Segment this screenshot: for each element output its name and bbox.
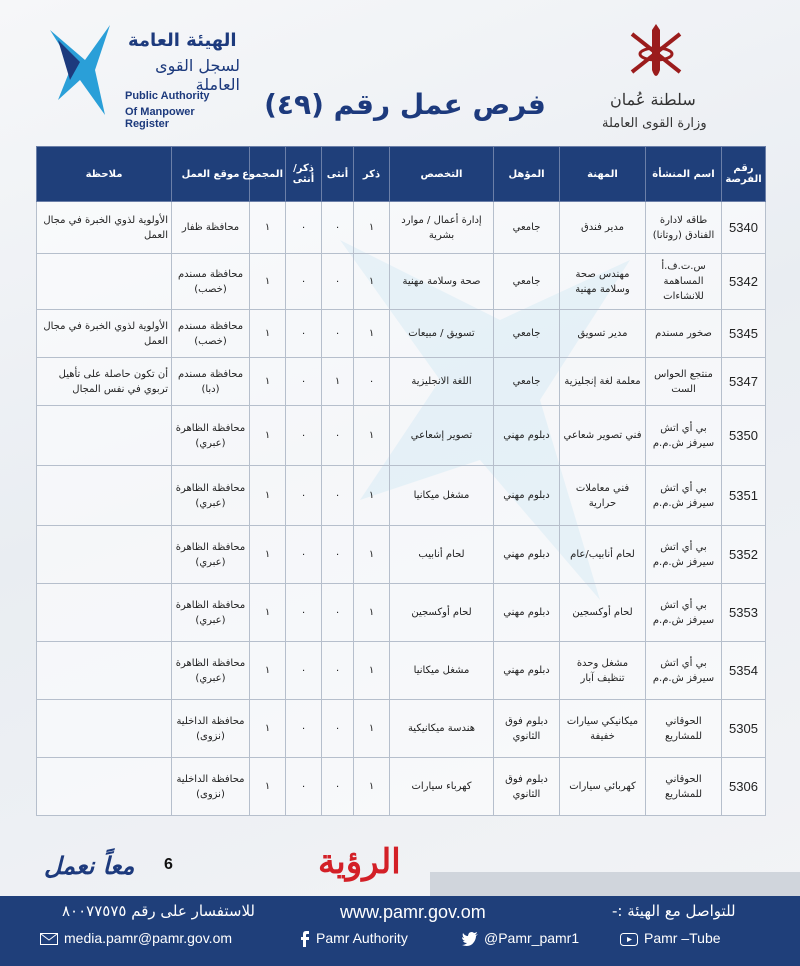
table-cell: ١ xyxy=(250,254,286,310)
table-row xyxy=(37,310,766,358)
table-cell: بي أي اتش سيرفز ش.م.م xyxy=(646,584,722,642)
column-header: المجموع xyxy=(250,147,286,202)
table-cell: 5345 xyxy=(722,310,766,358)
table-cell: ١ xyxy=(354,526,390,584)
table-cell: محافظة الظاهرة (عبري) xyxy=(172,526,250,584)
table-row xyxy=(37,466,766,526)
table-cell: معلمة لغة إنجليزية xyxy=(560,358,646,406)
table-cell: مهندس صحة وسلامة مهنية xyxy=(560,254,646,310)
pamr-logo xyxy=(40,20,240,130)
table-cell: محافظة الداخلية (نزوى) xyxy=(172,758,250,816)
table-cell: تسويق / مبيعات xyxy=(390,310,494,358)
table-cell: محافظة ظفار xyxy=(172,202,250,254)
sultanate-line1: سلطنة عُمان xyxy=(610,90,696,109)
table-cell: كهرباء سيارات xyxy=(390,758,494,816)
table-cell: ١ xyxy=(354,310,390,358)
footer-stripe xyxy=(430,872,800,896)
jobs-table xyxy=(36,146,766,816)
column-header: ذكر xyxy=(354,147,390,202)
table-row xyxy=(37,358,766,406)
table-cell xyxy=(37,406,172,466)
table-cell: 5306 xyxy=(722,758,766,816)
table-row xyxy=(37,202,766,254)
table-cell: 5353 xyxy=(722,584,766,642)
twitter-text: @Pamr_pamr1 xyxy=(484,930,580,946)
table-cell: ٠ xyxy=(354,358,390,406)
table-cell: 5347 xyxy=(722,358,766,406)
facebook-contact[interactable] xyxy=(300,930,408,947)
table-cell: دبلوم مهني xyxy=(494,406,560,466)
table-cell: لحام أنابيب/عام xyxy=(560,526,646,584)
table-cell: ٠ xyxy=(286,406,322,466)
table-cell: ٠ xyxy=(286,202,322,254)
column-header: ملاحظة xyxy=(37,147,172,202)
table-cell: دبلوم مهني xyxy=(494,526,560,584)
table-cell: الحوقاني للمشاريع xyxy=(646,758,722,816)
table-cell: ١ xyxy=(250,406,286,466)
table-cell: ١ xyxy=(354,466,390,526)
column-header: رقم الفرصة xyxy=(722,147,766,202)
table-cell: محافظة الظاهرة (عبري) xyxy=(172,466,250,526)
table-cell: ٠ xyxy=(322,406,354,466)
table-cell: مشغل ميكانيا xyxy=(390,466,494,526)
table-cell: ١ xyxy=(354,254,390,310)
table-cell: صحة وسلامة مهنية xyxy=(390,254,494,310)
table-cell: 5342 xyxy=(722,254,766,310)
table-cell: دبلوم فوق الثانوي xyxy=(494,700,560,758)
column-header: موقع العمل xyxy=(172,147,250,202)
table-cell: ٠ xyxy=(286,310,322,358)
table-cell: ١ xyxy=(250,584,286,642)
table-row xyxy=(37,406,766,466)
page-number: 6 xyxy=(164,856,173,873)
table-cell: بي أي اتش سيرفز ش.م.م xyxy=(646,466,722,526)
table-cell: جامعي xyxy=(494,310,560,358)
table-cell: دبلوم مهني xyxy=(494,584,560,642)
table-cell: مدير فندق xyxy=(560,202,646,254)
table-cell: لحام أوكسجين xyxy=(560,584,646,642)
table-body xyxy=(37,202,766,816)
table-cell: مشغل وحدة تنظيف آبار xyxy=(560,642,646,700)
table-cell: الحوقاني للمشاريع xyxy=(646,700,722,758)
table-cell: دبلوم فوق الثانوي xyxy=(494,758,560,816)
table-row xyxy=(37,642,766,700)
table-cell: ٠ xyxy=(322,758,354,816)
table-cell: ٠ xyxy=(322,700,354,758)
table-cell xyxy=(37,584,172,642)
authority-ar-line1: الهيئة العامة xyxy=(128,30,237,51)
table-cell: ٠ xyxy=(322,584,354,642)
youtube-icon xyxy=(620,933,638,946)
table-cell: ٠ xyxy=(286,700,322,758)
table-cell: ٠ xyxy=(322,642,354,700)
table-cell xyxy=(37,758,172,816)
table-cell: ٠ xyxy=(322,310,354,358)
table-cell: ٠ xyxy=(322,254,354,310)
table-cell: طاقه لادارة الفنادق (روتانا) xyxy=(646,202,722,254)
column-header: المهنة xyxy=(560,147,646,202)
table-cell: محافظة الظاهرة (عبري) xyxy=(172,642,250,700)
table-cell: لحام أنابيب xyxy=(390,526,494,584)
table-cell: فني معاملات حرارية xyxy=(560,466,646,526)
authority-ar-line2: لسجل القوى العاملة xyxy=(155,56,240,94)
table-cell: دبلوم مهني xyxy=(494,466,560,526)
table-cell: محافظة الظاهرة (عبري) xyxy=(172,406,250,466)
email-icon xyxy=(40,933,58,945)
column-header: المؤهل xyxy=(494,147,560,202)
table-cell xyxy=(37,700,172,758)
table-row xyxy=(37,700,766,758)
table-cell: جامعي xyxy=(494,358,560,406)
table-cell: ٠ xyxy=(322,466,354,526)
table-row xyxy=(37,758,766,816)
table-cell: الأولوية لذوي الخبرة في مجال العمل xyxy=(37,202,172,254)
table-cell: س.ت.ف.أ المساهمة للانشاءات xyxy=(646,254,722,310)
table-cell: ١ xyxy=(354,584,390,642)
table-cell: فني تصوير شعاعي xyxy=(560,406,646,466)
table-cell: ٠ xyxy=(286,642,322,700)
table-cell: ١ xyxy=(322,358,354,406)
table-cell: بي أي اتش سيرفز ش.م.م xyxy=(646,406,722,466)
column-header: اسم المنشأة xyxy=(646,147,722,202)
authority-en-line1: Public Authority xyxy=(125,90,210,102)
table-cell: جامعي xyxy=(494,202,560,254)
table-cell: منتجع الحواس الست xyxy=(646,358,722,406)
alroya-logo: الرؤية xyxy=(318,842,401,882)
table-cell: محافظة الظاهرة (عبري) xyxy=(172,584,250,642)
table-cell: ١ xyxy=(250,758,286,816)
table-cell: 5305 xyxy=(722,700,766,758)
table-cell xyxy=(37,526,172,584)
inquiry-phone: للاستفسار على رقم ٨٠٠٧٧٥٧٥ xyxy=(62,902,255,920)
table-cell: ١ xyxy=(250,310,286,358)
table-cell: ٠ xyxy=(322,526,354,584)
table-cell: تصوير إشعاعي xyxy=(390,406,494,466)
twitter-icon xyxy=(462,932,478,946)
table-cell: دبلوم مهني xyxy=(494,642,560,700)
oman-emblem xyxy=(600,20,720,130)
youtube-contact[interactable] xyxy=(620,930,721,946)
youtube-text: Pamr –Tube xyxy=(644,930,721,946)
table-cell: جامعي xyxy=(494,254,560,310)
table-cell: ٠ xyxy=(286,466,322,526)
table-cell: 5351 xyxy=(722,466,766,526)
table-cell: محافظة الداخلية (نزوى) xyxy=(172,700,250,758)
table-cell: ١ xyxy=(354,642,390,700)
table-cell: كهربائي سيارات xyxy=(560,758,646,816)
table-cell: محافظة مسندم (دبا) xyxy=(172,358,250,406)
table-cell: بي أي اتش سيرفز ش.م.م xyxy=(646,526,722,584)
website-link[interactable]: www.pamr.gov.om xyxy=(340,902,486,922)
table-cell: ٠ xyxy=(286,758,322,816)
column-header: ذكر/ أنثى xyxy=(286,147,322,202)
table-cell: ١ xyxy=(250,202,286,254)
table-header-row xyxy=(37,147,766,202)
email-contact[interactable] xyxy=(40,930,232,946)
column-header: التخصص xyxy=(390,147,494,202)
table-cell: ١ xyxy=(354,758,390,816)
table-cell: ١ xyxy=(250,700,286,758)
table-cell: صخور مسندم xyxy=(646,310,722,358)
table-row xyxy=(37,584,766,642)
table-cell: مدير تسويق xyxy=(560,310,646,358)
table-cell: 5340 xyxy=(722,202,766,254)
table-cell: لحام أوكسجين xyxy=(390,584,494,642)
table-cell: محافظة مسندم (خصب) xyxy=(172,254,250,310)
khanjar-emblem-icon xyxy=(626,20,686,86)
facebook-text: Pamr Authority xyxy=(316,930,408,946)
table-cell: ٠ xyxy=(286,584,322,642)
table-cell: ٠ xyxy=(286,254,322,310)
twitter-contact[interactable] xyxy=(462,930,579,946)
brand-together-logo: معاً نعمل xyxy=(44,852,135,880)
pamr-figure-icon xyxy=(40,20,120,120)
authority-en-line2: Of Manpower Register xyxy=(125,106,195,130)
table-cell: ١ xyxy=(250,358,286,406)
table-cell: ١ xyxy=(354,406,390,466)
facebook-icon xyxy=(300,931,310,947)
page-title: فرص عمل رقم (٤٩) xyxy=(264,88,546,121)
table-cell: ١ xyxy=(354,202,390,254)
table-cell: ١ xyxy=(354,700,390,758)
contact-label: للتواصل مع الهيئة :- xyxy=(612,902,736,920)
email-text: media.pamr@pamr.gov.om xyxy=(64,930,233,946)
table-cell: محافظة مسندم (خصب) xyxy=(172,310,250,358)
table-cell: ميكانيكي سيارات خفيفة xyxy=(560,700,646,758)
table-cell: بي أي اتش سيرفز ش.م.م xyxy=(646,642,722,700)
table-row xyxy=(37,526,766,584)
table-cell: 5352 xyxy=(722,526,766,584)
table-cell xyxy=(37,642,172,700)
table-cell: ١ xyxy=(250,466,286,526)
table-cell: الأولوية لذوي الخبرة في مجال العمل xyxy=(37,310,172,358)
table-cell xyxy=(37,466,172,526)
table-cell: 5350 xyxy=(722,406,766,466)
table-cell: اللغة الانجليزية xyxy=(390,358,494,406)
table-cell: ١ xyxy=(250,642,286,700)
table-cell: ٠ xyxy=(322,202,354,254)
column-header: أنثى xyxy=(322,147,354,202)
table-row xyxy=(37,254,766,310)
table-cell: إدارة أعمال / موارد بشرية xyxy=(390,202,494,254)
table-cell xyxy=(37,254,172,310)
table-cell: هندسة ميكانيكية xyxy=(390,700,494,758)
table-cell: ٠ xyxy=(286,526,322,584)
table-cell: ٠ xyxy=(286,358,322,406)
table-cell: 5354 xyxy=(722,642,766,700)
ministry-line2: وزارة القوى العاملة xyxy=(602,116,707,131)
table-cell: أن تكون حاصلة على تأهيل تربوي في نفس المجال xyxy=(37,358,172,406)
table-cell: مشغل ميكانيا xyxy=(390,642,494,700)
table-cell: ١ xyxy=(250,526,286,584)
